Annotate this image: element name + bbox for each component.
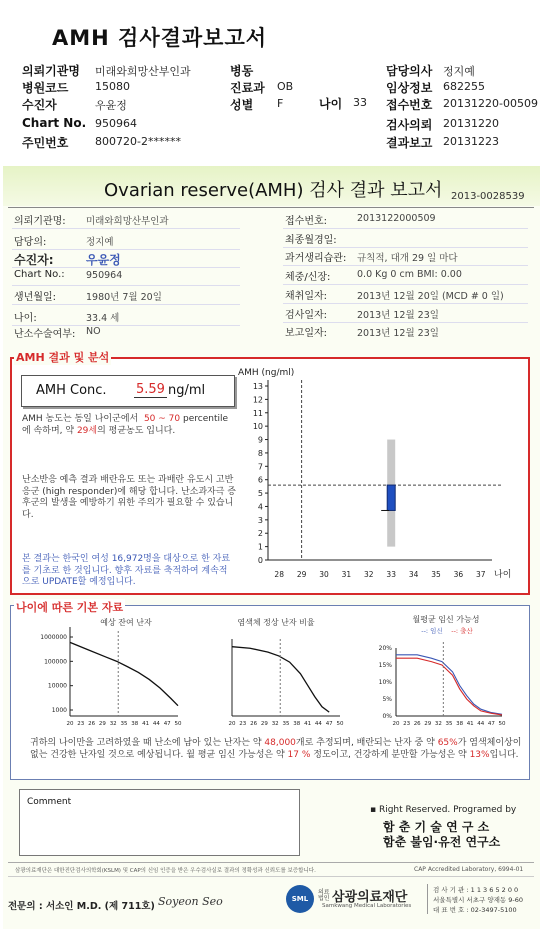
footer-divider — [8, 862, 534, 863]
x-tick-label: 47 — [163, 721, 171, 727]
x-tick-label: 29 — [98, 721, 106, 727]
series-line-출산 — [396, 658, 502, 715]
x-tick-label: 23 — [403, 721, 411, 727]
amh-conc-box — [21, 375, 235, 407]
field-label: 과거생리습관: — [285, 253, 347, 264]
header-label: 검사의뢰 — [386, 118, 433, 132]
header-label: 진료과 — [230, 81, 265, 95]
y-tick-label: 1000 — [51, 707, 67, 714]
y-tick-label: 2 — [257, 529, 263, 539]
x-tick-label: 20 — [392, 721, 400, 727]
response-text: 난소반응 예측 결과 배란유도 또는 과배란 유도시 고반응군 (high responder)에 해당 합니다. 난소과자극 증후군의 발생을 예방하기 위한 주의가 필요할 수 있습니다. — [22, 475, 236, 520]
x-tick-label: 35 — [445, 721, 453, 727]
x-tick-label: 36 — [453, 570, 464, 579]
header-label: 주민번호 — [22, 136, 69, 150]
pregnancy-percent: 17 % — [287, 749, 311, 760]
x-tick-label: 32 — [364, 570, 374, 579]
contact-divider — [427, 884, 428, 914]
contact-tel: 대 표 번 호 : 02-3497-5100 — [433, 906, 517, 914]
age-section-title: 나이에 따른 기본 자료 — [16, 601, 124, 614]
header-value: 20131223 — [443, 135, 499, 148]
header-value: F — [277, 97, 284, 110]
y-tick-label: 10000 — [47, 682, 67, 690]
y-tick-label: 20% — [378, 645, 392, 652]
remaining-eggs-chart — [26, 613, 186, 733]
lab-name-2: 함춘 불임·유전 연구소 — [383, 835, 501, 849]
x-tick-label: 31 — [341, 570, 352, 579]
x-tick-label: 34 — [408, 570, 419, 579]
rights-text: ▪ Right Reserved. Programed by — [370, 805, 517, 815]
row-rule — [283, 228, 528, 229]
age-value: 33 — [353, 96, 367, 109]
header-value: 우윤정 — [95, 99, 127, 112]
eggs-estimate: 48,000 — [264, 738, 296, 748]
x-tick-label: 50 — [498, 721, 506, 727]
amh-conc-label: AMH Conc. — [36, 383, 107, 398]
header-value: 682255 — [443, 80, 485, 93]
x-tick-label: 44 — [314, 721, 322, 727]
field-value: 우윤정 — [86, 253, 121, 267]
field-label: 채취일자: — [285, 291, 328, 302]
x-tick-label: 50 — [174, 721, 182, 727]
y-tick-label: 5% — [382, 696, 392, 703]
comment-box — [19, 789, 300, 856]
field-label: 보고일자: — [285, 328, 328, 339]
x-tick-label: 38 — [293, 721, 301, 727]
contact-license: 검 사 기 관 : 1 1 3 6 5 2 0 0 — [433, 886, 519, 894]
x-tick-label: 28 — [274, 570, 284, 579]
field-value: 950964 — [86, 270, 123, 281]
report-title: AMH 검사결과보고서 — [52, 26, 268, 50]
row-rule — [283, 303, 528, 304]
field-value: 1980년 7월 20일 — [86, 292, 162, 303]
header-label: 접수번호 — [386, 98, 433, 112]
x-tick-label: 50 — [336, 721, 344, 727]
header-label: 성별 — [230, 98, 254, 112]
field-label: Chart No.: — [14, 269, 65, 280]
header-value: 15080 — [95, 80, 130, 93]
y-tick-label: 100000 — [44, 658, 67, 666]
legend-pregnancy: --: 임신 — [421, 627, 443, 635]
org-prefix: 의료법인 — [318, 889, 330, 902]
amh-section-title: AMH 결과 및 분석 — [16, 351, 110, 364]
org-name: 삼광의료재단 — [332, 890, 408, 905]
field-value: 2013년 12월 23일 — [357, 310, 439, 321]
row-rule — [12, 228, 240, 229]
row-rule — [283, 284, 528, 285]
footnote: 삼광의료재단은 대한진단검사의학회(KSLM) 및 CAP의 신임 인증을 받은 우수검사실로 결과의 정확성과 신뢰도를 보증합니다. — [15, 868, 316, 874]
chart-title: 월평균 임신 가능성 — [412, 615, 480, 624]
y-tick-label: 15% — [378, 662, 392, 669]
x-tick-label: 32 — [271, 721, 279, 727]
x-tick-label: 35 — [120, 721, 128, 727]
header-label: Chart No. — [22, 116, 87, 130]
row-rule — [12, 267, 240, 268]
x-tick-label: 32 — [434, 721, 442, 727]
x-tick-label: 38 — [131, 721, 139, 727]
amh-conc-value: 5.59 — [136, 382, 165, 397]
footer-divider-2 — [8, 876, 534, 877]
header-label: 의뢰기관명 — [22, 64, 80, 78]
header-value: OB — [277, 80, 294, 93]
percentile-text: AMH 농도는 동일 나이군에서 50 ~ 70 percentile에 속하며, 약 29세의 평균농도 입니다. — [22, 414, 229, 436]
field-value: 2013년 12월 20일 (MCD # 0 일) — [357, 291, 504, 302]
x-tick-label: 20 — [66, 721, 74, 727]
y-tick-label: 1000000 — [40, 634, 67, 641]
field-value: 2013122000509 — [357, 213, 436, 224]
x-tick-label: 26 — [413, 721, 421, 727]
signature: Soyeon Seo — [158, 895, 223, 908]
x-tick-label: 38 — [456, 721, 464, 727]
chart-title: 염색체 정상 난자 비율 — [237, 618, 315, 627]
age-equivalent: 29세 — [76, 425, 98, 436]
x-tick-label: 33 — [386, 570, 396, 579]
header-value: 20131220 — [443, 117, 499, 130]
y-tick-label: 10% — [378, 679, 392, 686]
x-tick-label: 29 — [296, 570, 307, 579]
field-value: 정지예 — [86, 237, 114, 248]
field-label: 접수번호: — [285, 216, 328, 227]
field-label: 나이: — [14, 313, 37, 324]
field-value: NO — [86, 326, 101, 337]
org-english: Samkwang Medical Laboratories — [322, 903, 412, 909]
row-rule — [12, 285, 240, 286]
ovarian-report-title: Ovarian reserve(AMH) 검사 결과 보고서 — [104, 180, 443, 201]
x-tick-label: 35 — [282, 721, 290, 727]
x-tick-label: 47 — [325, 721, 333, 727]
header-value: 미래와희망산부인과 — [95, 65, 191, 78]
signer: 전문의 : 서소인 M.D. (제 711호) — [8, 901, 155, 912]
y-tick-label: 11 — [252, 408, 263, 418]
y-tick-label: 3 — [257, 515, 263, 525]
row-rule — [12, 249, 240, 250]
data-source-text: 본 결과는 한국인 여성 16,972명을 대상으로 한 자료를 기초로 한 것입니다. 향후 자료를 축적하여 계속적으로 UPDATE할 예정입니다. — [22, 554, 231, 587]
y-tick-label: 0 — [257, 556, 263, 565]
x-tick-label: 32 — [109, 721, 117, 727]
x-tick-label: 29 — [424, 721, 432, 727]
field-label: 검사일자: — [285, 310, 328, 321]
percentile-range: 50 ~ 70 — [143, 414, 181, 424]
x-tick-label: 35 — [431, 570, 441, 579]
field-value: 2013년 12월 23일 — [357, 328, 439, 339]
row-rule — [283, 247, 528, 248]
divider — [8, 207, 534, 208]
y-tick-label: 13 — [252, 382, 263, 391]
row-rule — [12, 304, 240, 305]
field-value: 33.4 세 — [86, 313, 120, 324]
field-label: 의뢰기관명: — [14, 216, 66, 227]
amh-age-chart — [236, 364, 524, 590]
header-value: 800720-2****** — [95, 135, 181, 148]
y-tick-label: 5 — [257, 489, 263, 499]
y-tick-label: 9 — [257, 435, 263, 445]
patient-bar — [387, 485, 395, 510]
legend-birth: --: 출산 — [451, 627, 473, 635]
series-line — [70, 642, 178, 705]
header-label: 결과보고 — [386, 136, 433, 150]
header-label: 임상정보 — [386, 81, 433, 95]
y-tick-label: 8 — [257, 448, 263, 458]
x-tick-label: 23 — [77, 721, 85, 727]
field-value: 규칙적, 대개 29 일 마다 — [357, 253, 458, 264]
field-label: 담당의: — [14, 237, 47, 248]
x-tick-label: 30 — [319, 570, 329, 579]
age-summary-text: 귀하의 나이만을 고려하였을 때 난소에 남아 있는 난자는 약 48,000개로 추정되며, 배란되는 난자 중 약 65%가 염색체이상이 없는 건강한 난자일 것으로 예상됩니다. 월 평균 임신 가능성은 약 17 % 정도이고, 건강하게 분만할 가능성은 약 13%입니다. — [30, 738, 522, 760]
header-value: 950964 — [95, 117, 137, 130]
x-axis-label: 나이 — [494, 570, 512, 580]
x-tick-label: 20 — [228, 721, 236, 727]
cap-accreditation: CAP Accredited Laboratory, 6994-01 — [414, 866, 524, 873]
birth-percent: 13% — [469, 749, 490, 760]
field-label: 난소수술여부: — [14, 329, 76, 340]
pregnancy-chance-chart — [350, 610, 515, 733]
y-tick-label: 0% — [382, 713, 392, 720]
field-label: 체중/신장: — [285, 272, 331, 283]
x-tick-label: 26 — [88, 721, 96, 727]
x-tick-label: 41 — [304, 721, 312, 727]
header-label: 병동 — [230, 64, 254, 78]
field-label: 최종월경일: — [285, 235, 337, 246]
x-tick-label: 44 — [152, 721, 160, 727]
y-tick-label: 7 — [257, 462, 263, 472]
y-tick-label: 6 — [257, 475, 263, 485]
y-tick-label: 4 — [257, 502, 263, 512]
normal-egg-ratio-chart — [196, 613, 346, 733]
x-tick-label: 37 — [476, 570, 486, 579]
field-value: 0.0 Kg 0 cm BMI: 0.00 — [357, 269, 462, 280]
row-rule — [283, 322, 528, 323]
chart-title: 예상 잔여 난자 — [100, 618, 152, 627]
amh-conc-unit: ng/ml — [168, 383, 206, 398]
y-tick-label: 10 — [252, 422, 263, 432]
x-tick-label: 47 — [487, 721, 495, 727]
lab-name-1: 함 춘 기 술 연 구 소 — [383, 820, 490, 834]
normal-percent: 65% — [437, 738, 458, 748]
y-tick-label: 1 — [257, 542, 263, 552]
x-tick-label: 41 — [466, 721, 474, 727]
x-tick-label: 29 — [260, 721, 268, 727]
header-label: 병원코드 — [22, 81, 69, 95]
header-value: 정지예 — [443, 65, 475, 78]
x-tick-label: 44 — [477, 721, 485, 727]
field-value: 미래와희망산부인과 — [86, 216, 169, 227]
header-label: 수진자 — [22, 98, 57, 112]
age-label: 나이 — [319, 97, 343, 111]
field-label: 수진자: — [14, 253, 54, 267]
chart-title: AMH (ng/ml) — [238, 368, 295, 378]
field-label: 생년월일: — [14, 292, 57, 303]
org-logo-icon: SML — [286, 885, 314, 913]
series-line-임신 — [396, 655, 502, 715]
contact-address: 서울특별시 서초구 양재동 9-60 — [433, 896, 524, 904]
x-tick-label: 41 — [142, 721, 150, 727]
row-rule — [283, 265, 528, 266]
x-tick-label: 23 — [239, 721, 247, 727]
report-number: 2013-0028539 — [451, 191, 525, 202]
x-tick-label: 26 — [250, 721, 258, 727]
y-tick-label: 12 — [252, 395, 263, 405]
header-label: 담당의사 — [386, 64, 433, 78]
header-value: 20131220-00509 — [443, 97, 538, 110]
comment-label: Comment — [27, 797, 72, 807]
